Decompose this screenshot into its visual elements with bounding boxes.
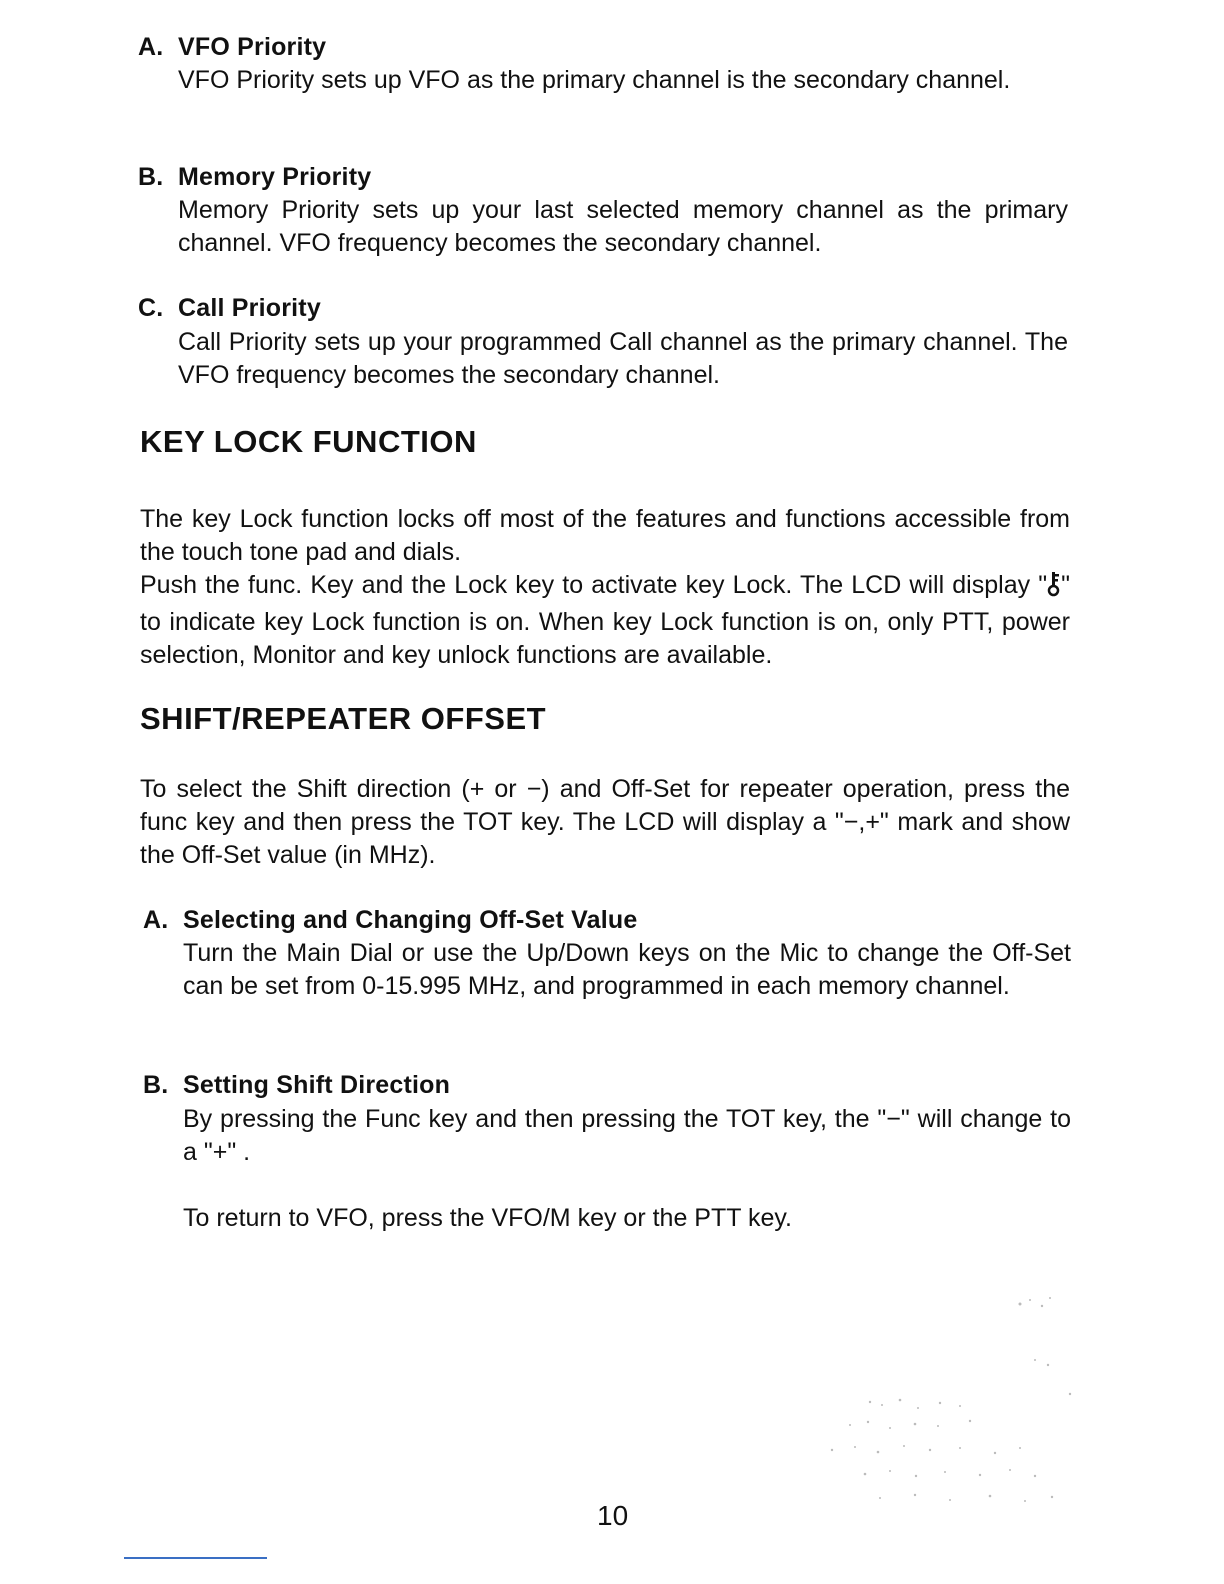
key-lock-heading: KEY LOCK FUNCTION (140, 424, 477, 459)
offset-value-text: Turn the Main Dial or use the Up/Down keys on the Mic to change the Off-Set can be set from 0-15.995 MHz, and programmed in each memory channel. (183, 939, 1071, 1000)
memory-priority-text: Memory Priority sets up your last selected memory channel as the primary channel. VFO frequency becomes the secondary channel. (178, 196, 1068, 257)
shift-direction-heading: B. Setting Shift Direction (143, 1071, 451, 1099)
call-priority-heading: C. Call Priority (138, 294, 321, 322)
page-number: 10 (597, 1500, 629, 1531)
return-to-vfo-note: To return to VFO, press the VFO/M key or the PTT key. (183, 1204, 792, 1232)
vfo-priority-heading: A. VFO Priority (138, 33, 327, 61)
footer-rule (124, 1557, 267, 1559)
shift-offset-heading: SHIFT/REPEATER OFFSET (140, 701, 547, 736)
key-lock-intro: The key Lock function locks off most of the features and functions accessible from the touch tone pad and dials. (140, 505, 1070, 566)
scan-noise-decoration (820, 1290, 1080, 1520)
call-priority-text: Call Priority sets up your programmed Call channel as the primary channel. The VFO frequency becomes the secondary channel. (178, 328, 1068, 389)
memory-priority-heading: B. Memory Priority (138, 163, 372, 191)
shift-offset-intro: To select the Shift direction (+ or −) and Off-Set for repeater operation, press the func key and then press the TOT key. The LCD will display a "−,+" mark and show the Off-Set value (in MHz). (140, 775, 1070, 869)
key-lock-icon (1047, 571, 1061, 606)
offset-value-heading: A. Selecting and Changing Off-Set Value (143, 906, 638, 934)
key-lock-instructions: Push the func. Key and the Lock key to activate key Lock. The LCD will display " " to indicate key Lock function is on. When key Lock function is on, only PTT, power selection, Monitor and key unlock functions are available. (140, 571, 1070, 669)
shift-direction-text: By pressing the Func key and then pressing the TOT key, the "−" will change to a "+" . (183, 1105, 1071, 1166)
vfo-priority-text: VFO Priority sets up VFO as the primary channel is the secondary channel. (178, 66, 1011, 94)
